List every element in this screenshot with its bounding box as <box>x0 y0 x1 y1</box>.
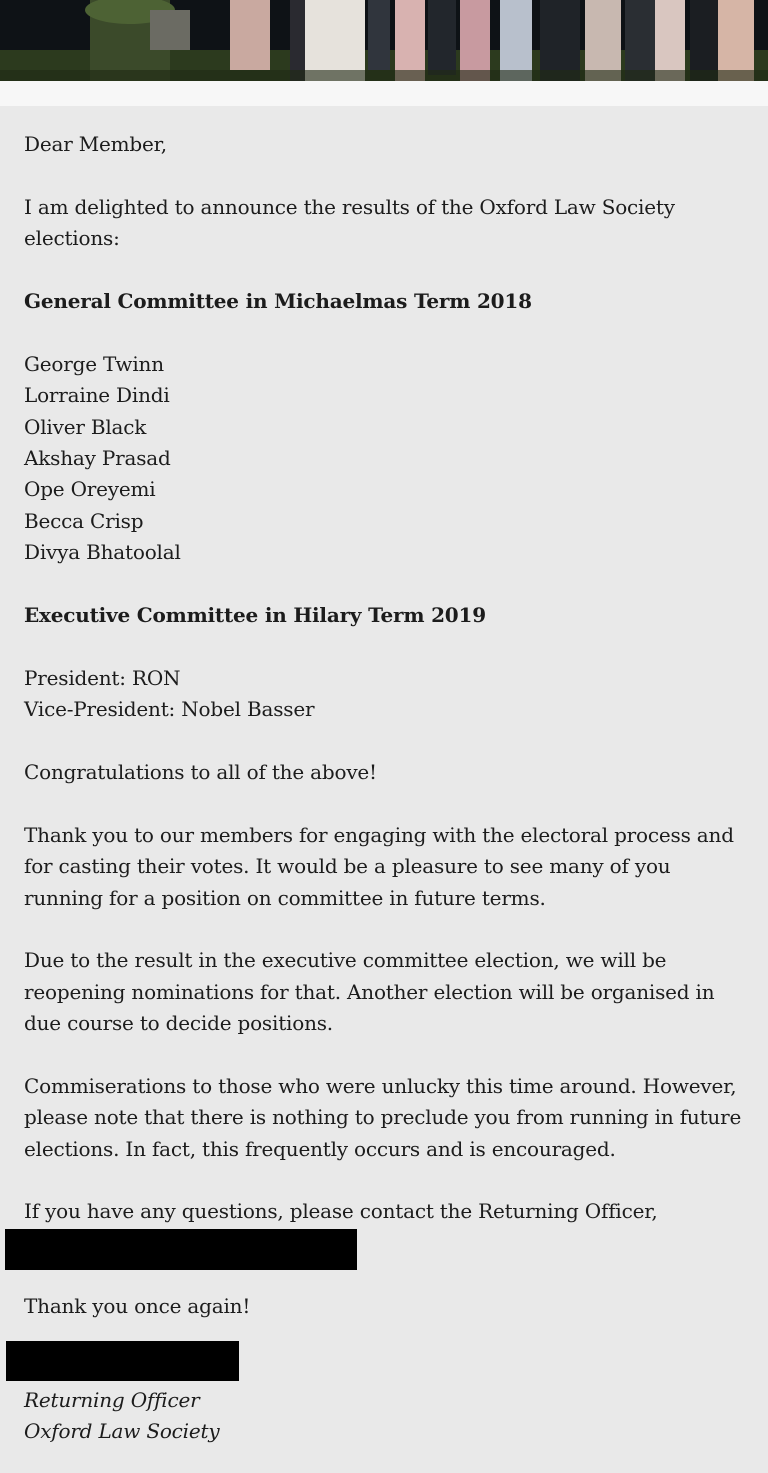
congratulations: Congratulations to all of the above! <box>24 760 377 784</box>
executive-committee-heading: Executive Committee in Hilary Term 2019 <box>24 603 486 627</box>
garden-party-photo <box>0 0 768 81</box>
general-committee-heading: General Committee in Michaelmas Term 2018 <box>24 289 532 313</box>
redacted-email <box>5 1229 357 1270</box>
header-photo <box>0 0 768 81</box>
general-member-7: Divya Bhatoolal <box>24 540 181 564</box>
commiserations-line-3: elections. In fact, this frequently occurs and is encouraged. <box>24 1137 616 1161</box>
general-member-5: Ope Oreyemi <box>24 477 156 501</box>
intro-line-1: I am delighted to announce the results of the Oxford Law Society <box>24 195 675 219</box>
signature-organisation: Oxford Law Society <box>24 1419 220 1443</box>
thanks-line-3: running for a position on committee in future terms. <box>24 886 546 910</box>
general-member-1: George Twinn <box>24 352 164 376</box>
general-member-2: Lorraine Dindi <box>24 383 170 407</box>
result-line-2: reopening nominations for that. Another election will be organised in <box>24 980 715 1004</box>
commiserations-line-2: please note that there is nothing to preclude you from running in future <box>24 1105 742 1129</box>
photo-separator <box>0 81 768 106</box>
vice-president-result: Vice-President: Nobel Basser <box>24 697 315 721</box>
general-member-3: Oliver Black <box>24 415 147 439</box>
thanks-line-1: Thank you to our members for engaging with the electoral process and <box>24 823 734 847</box>
greeting: Dear Member, <box>24 132 167 156</box>
result-line-3: due course to decide positions. <box>24 1011 333 1035</box>
commiserations-line-1: Commiserations to those who were unlucky this time around. However, <box>24 1074 737 1098</box>
email-body <box>0 106 768 1473</box>
president-result: President: RON <box>24 666 181 690</box>
result-line-1: Due to the result in the executive committee election, we will be <box>24 948 667 972</box>
redacted-name <box>6 1341 239 1381</box>
signature-role: Returning Officer <box>24 1388 200 1412</box>
closing-line: Thank you once again! <box>24 1294 251 1318</box>
thanks-line-2: for casting their votes. It would be a pleasure to see many of you <box>24 854 671 878</box>
intro-line-2: elections: <box>24 226 120 250</box>
questions-line: If you have any questions, please contact the Returning Officer, <box>24 1199 658 1223</box>
general-member-6: Becca Crisp <box>24 509 144 533</box>
general-member-4: Akshay Prasad <box>24 446 171 470</box>
